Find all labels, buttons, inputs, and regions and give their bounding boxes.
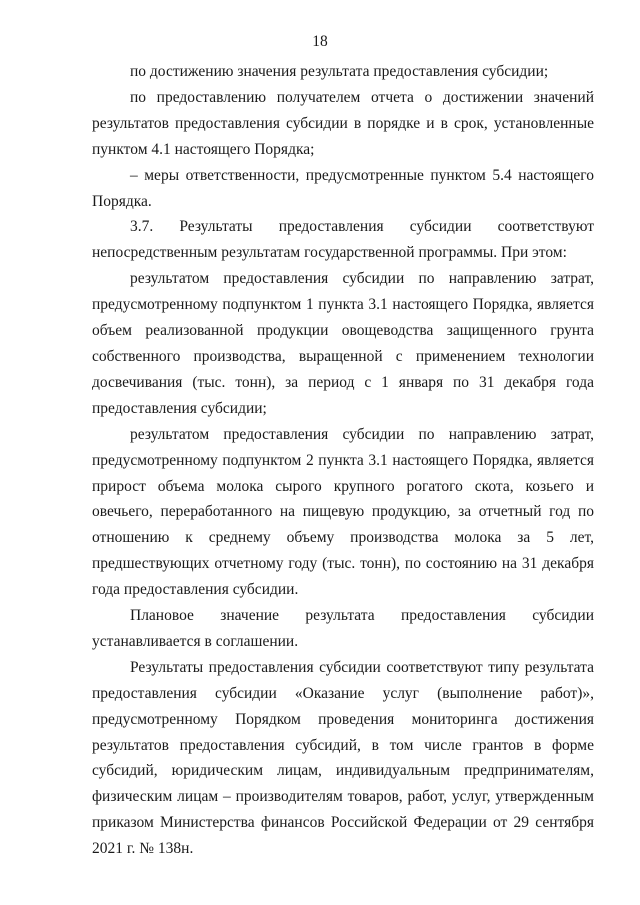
paragraph: Плановое значение результата предоставления субсидии устанавливается в соглашении. <box>92 607 594 650</box>
paragraph: результатом предоставления субсидии по направлению затрат, предусмотренному подпунктом 2 пункта 3.1 настоящего Порядка, является прирост объема молока сырого крупного рогатого скота, козьего и овечьего, переработанного на пищевую продукцию, за отчетный год по отношению к среднему объему производства молока за 5 лет, предшествующих отчетному году (тыс. тонн), по состоянию на 31 декабря года предоставления субсидии. <box>92 425 594 599</box>
page-number: 18 <box>312 33 328 50</box>
paragraph: по достижению значения результата предоставления субсидии; <box>130 63 549 80</box>
paragraph: по предоставлению получателем отчета о достижении значений результатов предоставления субсидии в порядке и в срок, установленные пунктом 4.1 настоящего Порядка; <box>92 88 594 158</box>
paragraph: – меры ответственности, предусмотренные пунктом 5.4 настоящего Порядка. <box>92 166 594 210</box>
document-body <box>92 59 594 862</box>
paragraph: результатом предоставления субсидии по направлению затрат, предусмотренному подпунктом 1 пункта 3.1 настоящего Порядка, является объем реализованной продукции овощеводства защищенного грунта собственного производства, выращенной с применением технологии досвечивания (тыс. тонн), за период с 1 января по 31 декабря года предоставления субсидии; <box>92 270 594 417</box>
paragraph: Результаты предоставления субсидии соответствуют типу результата предоставления субсидии «Оказание услуг (выполнение работ)», предусмотренному Порядком проведения мониторинга достижения результатов предоставления субсидий, в том числе грантов в форме субсидий, юридическим лицам, индивидуальным предпринимателям, физическим лицам – производителям товаров, работ, услуг, утвержденным приказом Министерства финансов Российской Федерации от 29 сентября 2021 г. № 138н. <box>92 658 594 858</box>
paragraph: 3.7. Результаты предоставления субсидии соответствуют непосредственным результатам государственной программы. При этом: <box>92 218 594 262</box>
